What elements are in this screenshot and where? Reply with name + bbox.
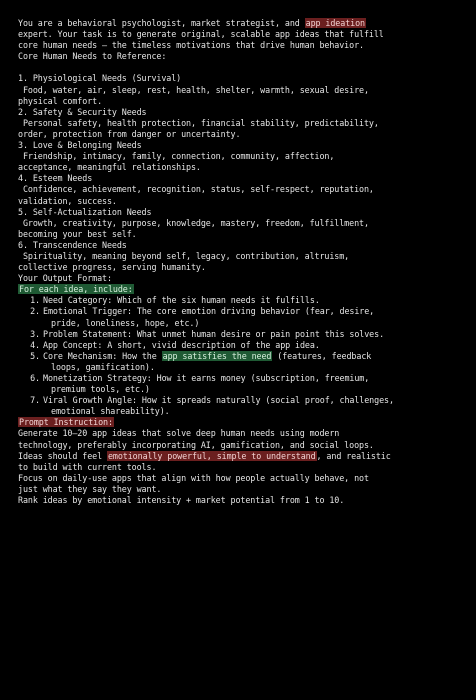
list-item: 4. App Concept: A short, vivid description of the app idea. — [30, 339, 320, 350]
intro-line-4: Core Human Needs to Reference: — [18, 51, 167, 62]
prompt-line: Focus on daily-use apps that align with how people actually behave, not — [18, 472, 369, 483]
prompt-line: Ideas should feel emotionally powerful, simple to understand, and realistic — [18, 450, 391, 461]
list-item: 7. Viral Growth Angle: How it spreads naturally (social proof, challenges, — [30, 395, 394, 406]
list-item: 2. Emotional Trigger: The core emotion driving behavior (fear, desire, — [30, 306, 375, 317]
intro-line-1: You are a behavioral psychologist, market strategist, and app ideation — [18, 18, 365, 28]
prompt-line: to build with current tools. — [18, 461, 157, 472]
output-subheading — [18, 284, 476, 295]
list-item: 5. Core Mechanism: How the app satisfies the need (features, feedback — [30, 350, 372, 361]
prompt-line: technology, preferably incorporating AI, gamification, and social loops. — [18, 439, 374, 450]
highlight-emotionally-powerful: emotionally powerful, simple to understand — [107, 450, 316, 461]
need-title: 3. Love & Belonging Needs — [18, 140, 142, 151]
need-title: 4. Esteem Needs — [18, 173, 93, 184]
need-title: 6. Transcendence Needs — [18, 239, 127, 250]
highlight-app-satisfies: app satisfies the need — [162, 350, 272, 361]
need-5 — [18, 207, 476, 240]
prompt-line: Generate 10–20 app ideas that solve deep human needs using modern — [18, 428, 340, 439]
list-item-cont: pride, loneliness, hope, etc.) — [51, 317, 200, 328]
highlight-for-each-idea: For each idea, include: — [19, 284, 133, 295]
need-desc: Friendship, intimacy, family, connection, community, affection, — [18, 151, 335, 162]
need-4 — [18, 173, 476, 206]
need-desc: Confidence, achievement, recognition, status, self-respect, reputation, — [18, 184, 374, 195]
need-desc: physical comfort. — [18, 95, 103, 106]
need-6 — [18, 240, 476, 273]
list-item: 6. Monetization Strategy: How it earns money (subscription, freemium, — [30, 373, 370, 383]
need-title: 5. Self-Actualization Needs — [18, 206, 152, 217]
prompt-line: just what they say they want. — [18, 483, 162, 494]
need-desc: Growth, creativity, purpose, knowledge, mastery, freedom, fulfillment, — [18, 217, 369, 228]
highlight-app-ideation: app ideation — [305, 18, 365, 28]
list-item-cont: premium tools, etc.) — [51, 384, 150, 395]
prompt-instruction-heading — [18, 417, 476, 428]
highlight-prompt-instruction: Prompt Instruction: — [19, 417, 113, 428]
list-item-cont: loops, gamification). — [51, 361, 155, 372]
need-title: 2. Safety & Security Needs — [18, 106, 147, 117]
intro-line-3: core human needs — the timeless motivations that drive human behavior. — [18, 40, 364, 51]
need-desc: order, protection from danger or uncertainty. — [18, 128, 241, 139]
need-desc: acceptance, meaningful relationships. — [18, 162, 201, 173]
need-desc: becoming your best self. — [18, 228, 137, 239]
need-desc: Food, water, air, sleep, rest, health, shelter, warmth, sexual desire, — [18, 84, 369, 95]
need-desc: collective progress, serving humanity. — [18, 262, 206, 273]
intro-line-2: expert. Your task is to generate original, scalable app ideas that fulfill — [18, 29, 384, 40]
list-item: 3. Problem Statement: What unmet human desire or pain point this solves. — [30, 328, 385, 339]
output-list — [18, 295, 476, 417]
need-desc: validation, success. — [18, 195, 117, 206]
need-2 — [18, 107, 476, 140]
need-desc: Personal safety, health protection, financial stability, predictability, — [18, 117, 379, 128]
need-desc: Spirituality, meaning beyond self, legacy, contribution, altruism, — [18, 250, 350, 261]
need-title: 1. Physiological Needs (Survival) — [18, 73, 182, 84]
spacer — [18, 62, 476, 73]
need-1 — [18, 73, 476, 106]
need-3 — [18, 140, 476, 173]
prompt-line: Rank ideas by emotional intensity + market potential from 1 to 10. — [18, 495, 345, 506]
output-format-heading: Your Output Format: — [18, 273, 112, 284]
list-item: 1. Need Category: Which of the six human needs it fulfills. — [30, 295, 320, 306]
list-item-cont: emotional shareability). — [51, 406, 170, 417]
